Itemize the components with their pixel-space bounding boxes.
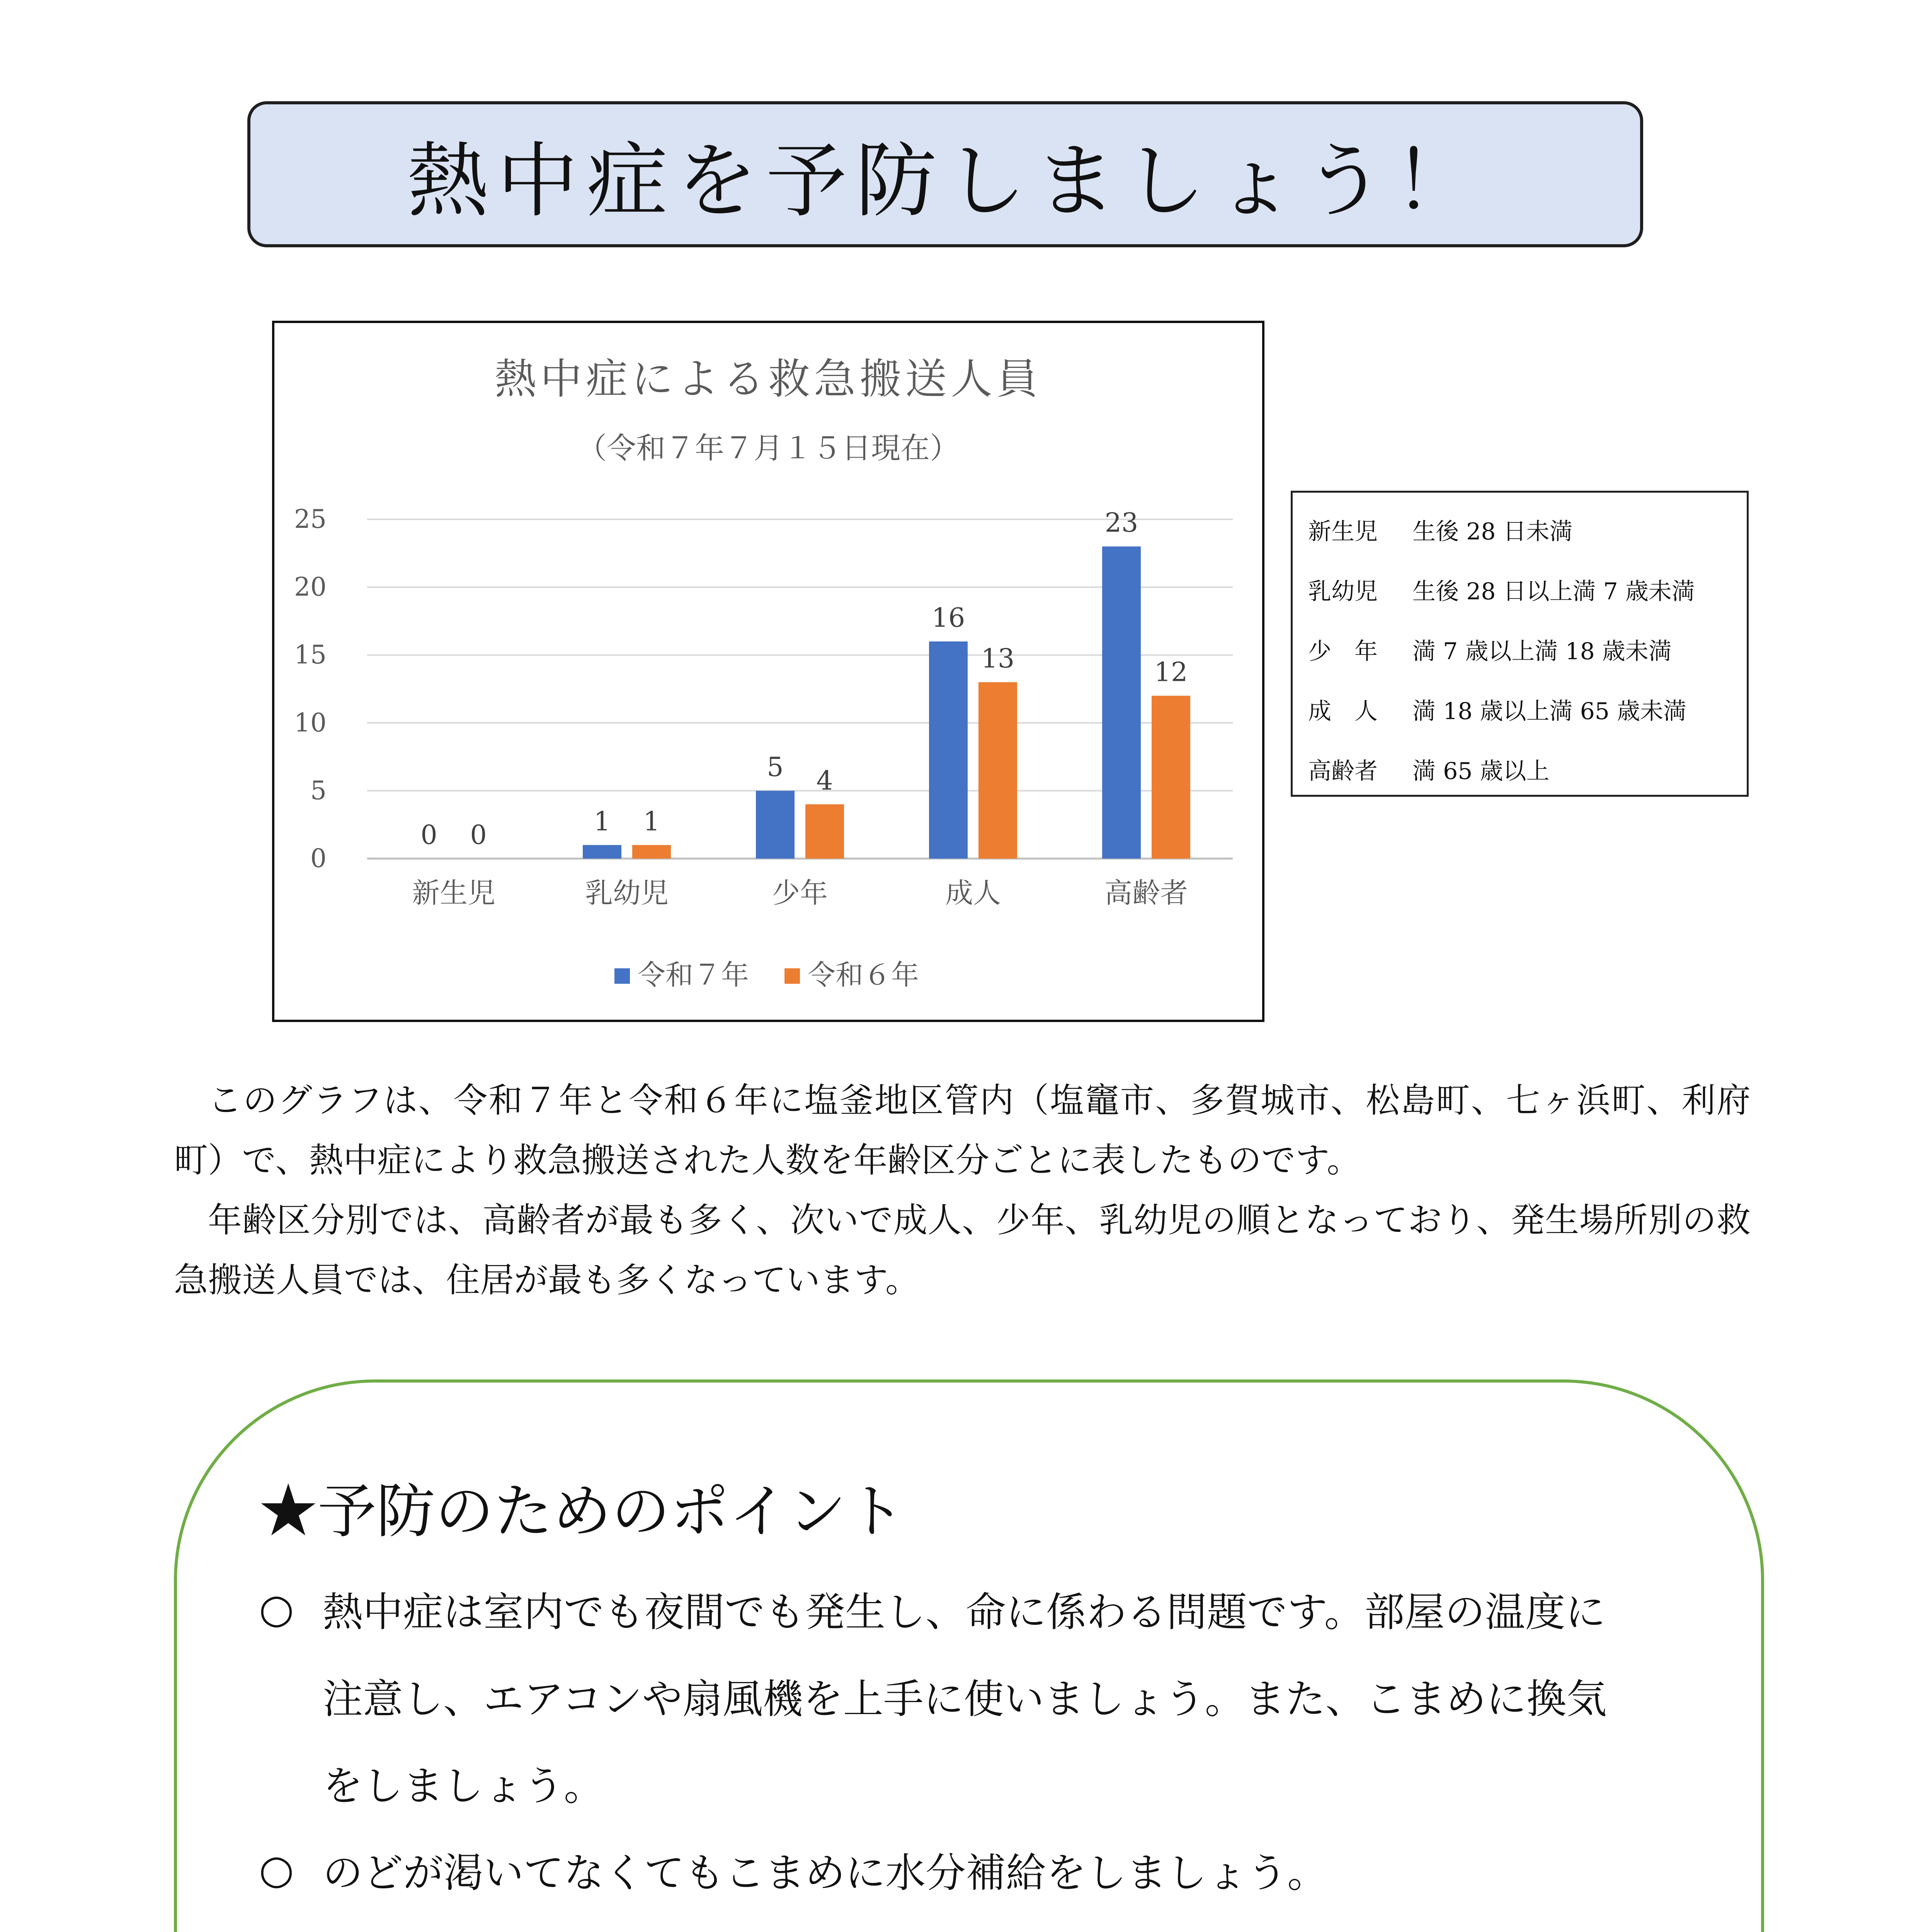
data-label: 23	[1104, 508, 1138, 539]
x-category-label: 少年	[772, 877, 828, 909]
legend-label: 令和６年	[808, 959, 919, 991]
age-row	[1308, 619, 1747, 679]
age-term: 高齢者	[1308, 757, 1378, 785]
data-label: 12	[1154, 657, 1188, 688]
list-item-text: のどが渇いてなくてもこまめに水分補給をしましょう。	[323, 1849, 1328, 1896]
list-item-text: をしましょう。	[323, 1762, 604, 1810]
y-tick-label: 15	[294, 640, 327, 670]
list-item-text: 注意し、エアコンや扇風機を上手に使いましょう。また、こまめに換気	[323, 1675, 1607, 1723]
bar	[756, 791, 795, 859]
age-row	[1308, 679, 1747, 739]
list-item	[259, 1565, 1689, 1826]
age-definition: 満 65 歳以上	[1412, 757, 1550, 785]
age-term: 乳幼児	[1308, 578, 1378, 605]
x-category-label: 乳幼児	[585, 877, 669, 909]
data-label: 5	[767, 752, 784, 783]
list-item-text	[323, 1927, 1207, 1932]
age-row	[1308, 739, 1747, 799]
data-label: 16	[931, 603, 965, 634]
description-paragraph: このグラフは、令和７年と令和６年に塩釜地区管内（塩竈市、多賀城市、松島町、七ヶ浜町、利府町）で、熱中症により救急搬送された人数を年齢区分ごとに表したものです。	[174, 1080, 1751, 1180]
chart-subtitle: （令和７年７月１５日現在）	[577, 431, 959, 465]
age-row	[1308, 560, 1747, 619]
legend-swatch	[784, 968, 800, 984]
list-item	[259, 1913, 1689, 1932]
data-label: 0	[470, 820, 487, 850]
y-tick-label: 5	[310, 776, 327, 806]
age-definition: 生後 28 日以上満 7 歳未満	[1412, 578, 1695, 605]
age-definition: 満 7 歳以上満 18 歳未満	[1412, 638, 1672, 665]
age-term: 成 人	[1308, 697, 1378, 725]
y-tick-label: 20	[294, 572, 327, 602]
y-tick-label: 10	[294, 707, 327, 738]
data-label: 1	[594, 806, 611, 837]
circle-bullet-icon: ○	[259, 1585, 294, 1632]
x-category-label: 高齢者	[1104, 877, 1188, 909]
chart-title: 熱中症による救急搬送人員	[494, 355, 1042, 403]
data-label: 1	[643, 806, 660, 837]
age-definition: 満 18 歳以上満 65 歳未満	[1412, 697, 1686, 725]
bar	[929, 641, 968, 859]
data-label: 13	[981, 643, 1015, 674]
y-tick-label: 0	[310, 844, 327, 873]
circle-bullet-icon: ○	[259, 1845, 294, 1893]
page-title: 熱中症を予防しましょう！	[407, 134, 1483, 228]
y-tick-label: 25	[294, 504, 327, 534]
bar	[978, 682, 1017, 859]
bar	[583, 845, 621, 859]
legend-swatch	[614, 968, 630, 984]
age-definition: 生後 28 日未満	[1412, 518, 1573, 545]
summary-paragraph: 年齢区分別では、高齢者が最も多く、次いで成人、少年、乳幼児の順となっており、発生場所別の救急搬送人員では、住居が最も多くなっています。	[174, 1200, 1751, 1300]
title-banner	[247, 101, 1643, 247]
data-label: 4	[816, 765, 833, 796]
age-definition-table	[1291, 491, 1749, 797]
list-item	[259, 1826, 1689, 1913]
bar	[1152, 696, 1190, 859]
bar-chart	[274, 323, 1262, 1020]
bar	[632, 845, 671, 859]
data-label: 0	[420, 820, 437, 850]
prevention-heading: ★予防のためのポイント	[259, 1477, 905, 1546]
x-category-label: 成人	[945, 877, 1001, 909]
legend-label: 令和７年	[638, 959, 749, 991]
age-row	[1308, 500, 1747, 560]
bar	[805, 804, 844, 859]
chart-frame	[272, 321, 1264, 1022]
list-item-text: 熱中症は室内でも夜間でも発生し、命に係わる問題です。部屋の温度に	[323, 1588, 1606, 1636]
age-term: 少 年	[1308, 638, 1378, 665]
age-term: 新生児	[1308, 518, 1378, 545]
x-category-label: 新生児	[412, 877, 496, 909]
bar	[1102, 546, 1141, 859]
